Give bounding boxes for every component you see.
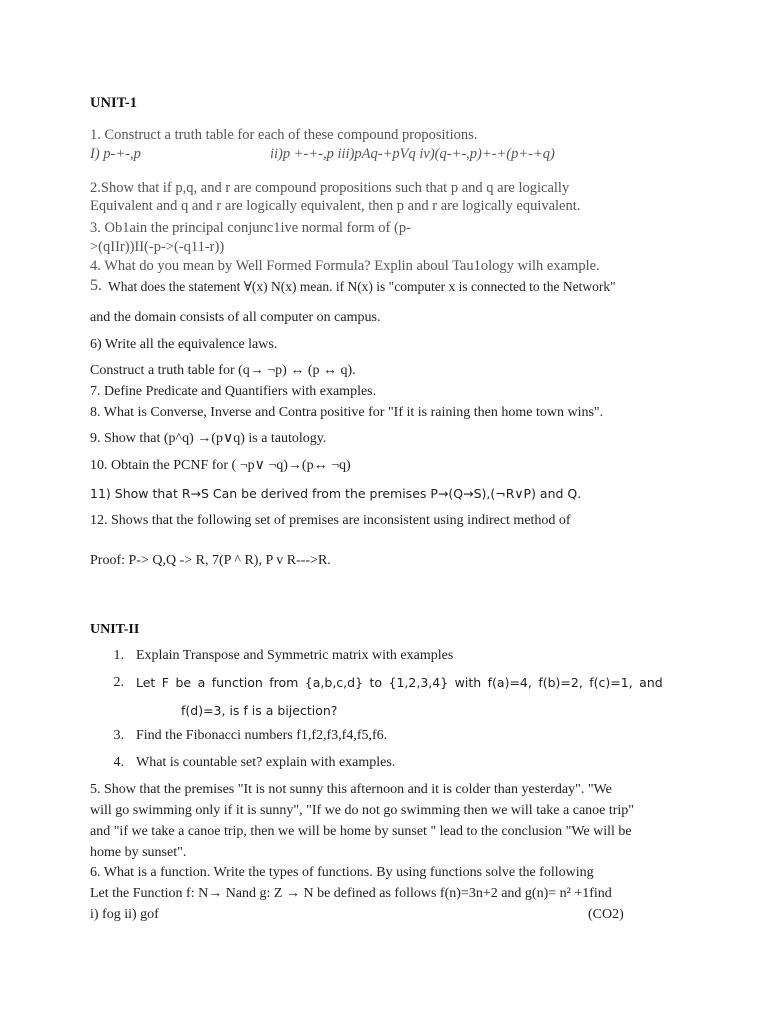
unit2-item-1-number: 1.: [113, 648, 124, 663]
unit2-item-3-number: 3.: [113, 728, 124, 743]
unit2-item-2-continuation: f(d)=3, is f is a bijection?: [181, 703, 338, 718]
question-2-line-1: 2.Show that if p,q, and r are compound propositions such that p and q are logically: [90, 180, 570, 196]
unit2-q5-line-1: 5. Show that the premises "It is not sunny this afternoon and it is colder than yesterday". "We: [90, 782, 612, 797]
unit2-q5-line-2: will go swimming only if it is sunny", "If we do not go swimming then we will take a canoe trip": [90, 803, 635, 818]
question-3-line-1: 3. Ob1ain the principal conjunc1ive normal form of (p-: [90, 220, 411, 236]
question-1: 1. Construct a truth table for each of these compound propositions.: [90, 127, 478, 143]
unit2-item-4-text: What is countable set? explain with examples.: [136, 755, 396, 770]
question-9: 9. Show that (p^q) →(p∨q) is a tautology.: [90, 431, 327, 446]
question-5-line-1: What does the statement ∀(x) N(x) mean. if N(x) is "computer x is connected to the Network": [108, 279, 616, 294]
unit2-q6-line-1: 6. What is a function. Write the types of functions. By using functions solve the following: [90, 865, 594, 880]
unit2-heading: UNIT-II: [90, 622, 140, 637]
question-7: 7. Define Predicate and Quantifiers with examples.: [90, 384, 377, 399]
question-6-truth-table: Construct a truth table for (q→ ¬p) ↔ (p ↔ q).: [90, 363, 356, 378]
unit2-item-3-text: Find the Fibonacci numbers f1,f2,f3,f4,f5,f6.: [136, 728, 388, 743]
unit2-item-4-number: 4.: [113, 755, 124, 770]
unit2-q6-line-2: Let the Function f: N→ Nand g: Z → N be defined as follows f(n)=3n+2 and g(n)= n² +1find: [90, 886, 612, 901]
question-2-line-2: Equivalent and q and r are logically equivalent, then p and r are logically equivalent.: [90, 198, 581, 214]
question-3-line-2: >(qIIr))II(-p->(-q11-r)): [90, 239, 225, 255]
unit2-item-1-text: Explain Transpose and Symmetric matrix with examples: [136, 648, 454, 663]
question-8: 8. What is Converse, Inverse and Contra positive for "If it is raining then home town wins".: [90, 405, 604, 420]
course-outcome-tag: (CO2): [588, 907, 624, 922]
unit2-item-2-number: 2.: [113, 675, 124, 690]
unit2-q6-subparts: i) fog ii) gof: [90, 907, 159, 922]
question-5-line-2: and the domain consists of all computer on campus.: [90, 310, 381, 325]
question-6: 6) Write all the equivalence laws.: [90, 337, 278, 352]
unit2-item-2-text: Let F be a function from {a,b,c,d} to {1,2,3,4} with f(a)=4, f(b)=2, f(c)=1, and: [136, 675, 663, 690]
unit1-heading: UNIT-1: [90, 95, 138, 111]
question-10: 10. Obtain the PCNF for ( ¬p∨ ¬q)→(p↔ ¬q): [90, 458, 351, 473]
question-1-part-i: I) p-+-,p: [90, 146, 141, 162]
unit2-q5-line-4: home by sunset".: [90, 845, 187, 860]
unit2-q5-line-3: and "if we take a canoe trip, then we will be home by sunset " lead to the conclusion "We will be: [90, 824, 632, 839]
question-4: 4. What do you mean by Well Formed Formula? Explin aboul Tau1ology wilh example.: [90, 258, 600, 274]
question-12-line-2: Proof: P-> Q,Q -> R, 7(P ^ R), P v R--->R.: [90, 553, 331, 568]
question-1-parts-ii-iv: ii)p +-+-,p iii)pAq-+pVq iv)(q-+-,p)+-+(p+-+q): [270, 146, 555, 162]
question-12-line-1: 12. Shows that the following set of premises are inconsistent using indirect method of: [90, 513, 571, 528]
question-11: 11) Show that R→S Can be derived from the premises P→(Q→S),(¬R∨P) and Q.: [90, 486, 582, 501]
question-5-number: 5.: [90, 277, 102, 294]
